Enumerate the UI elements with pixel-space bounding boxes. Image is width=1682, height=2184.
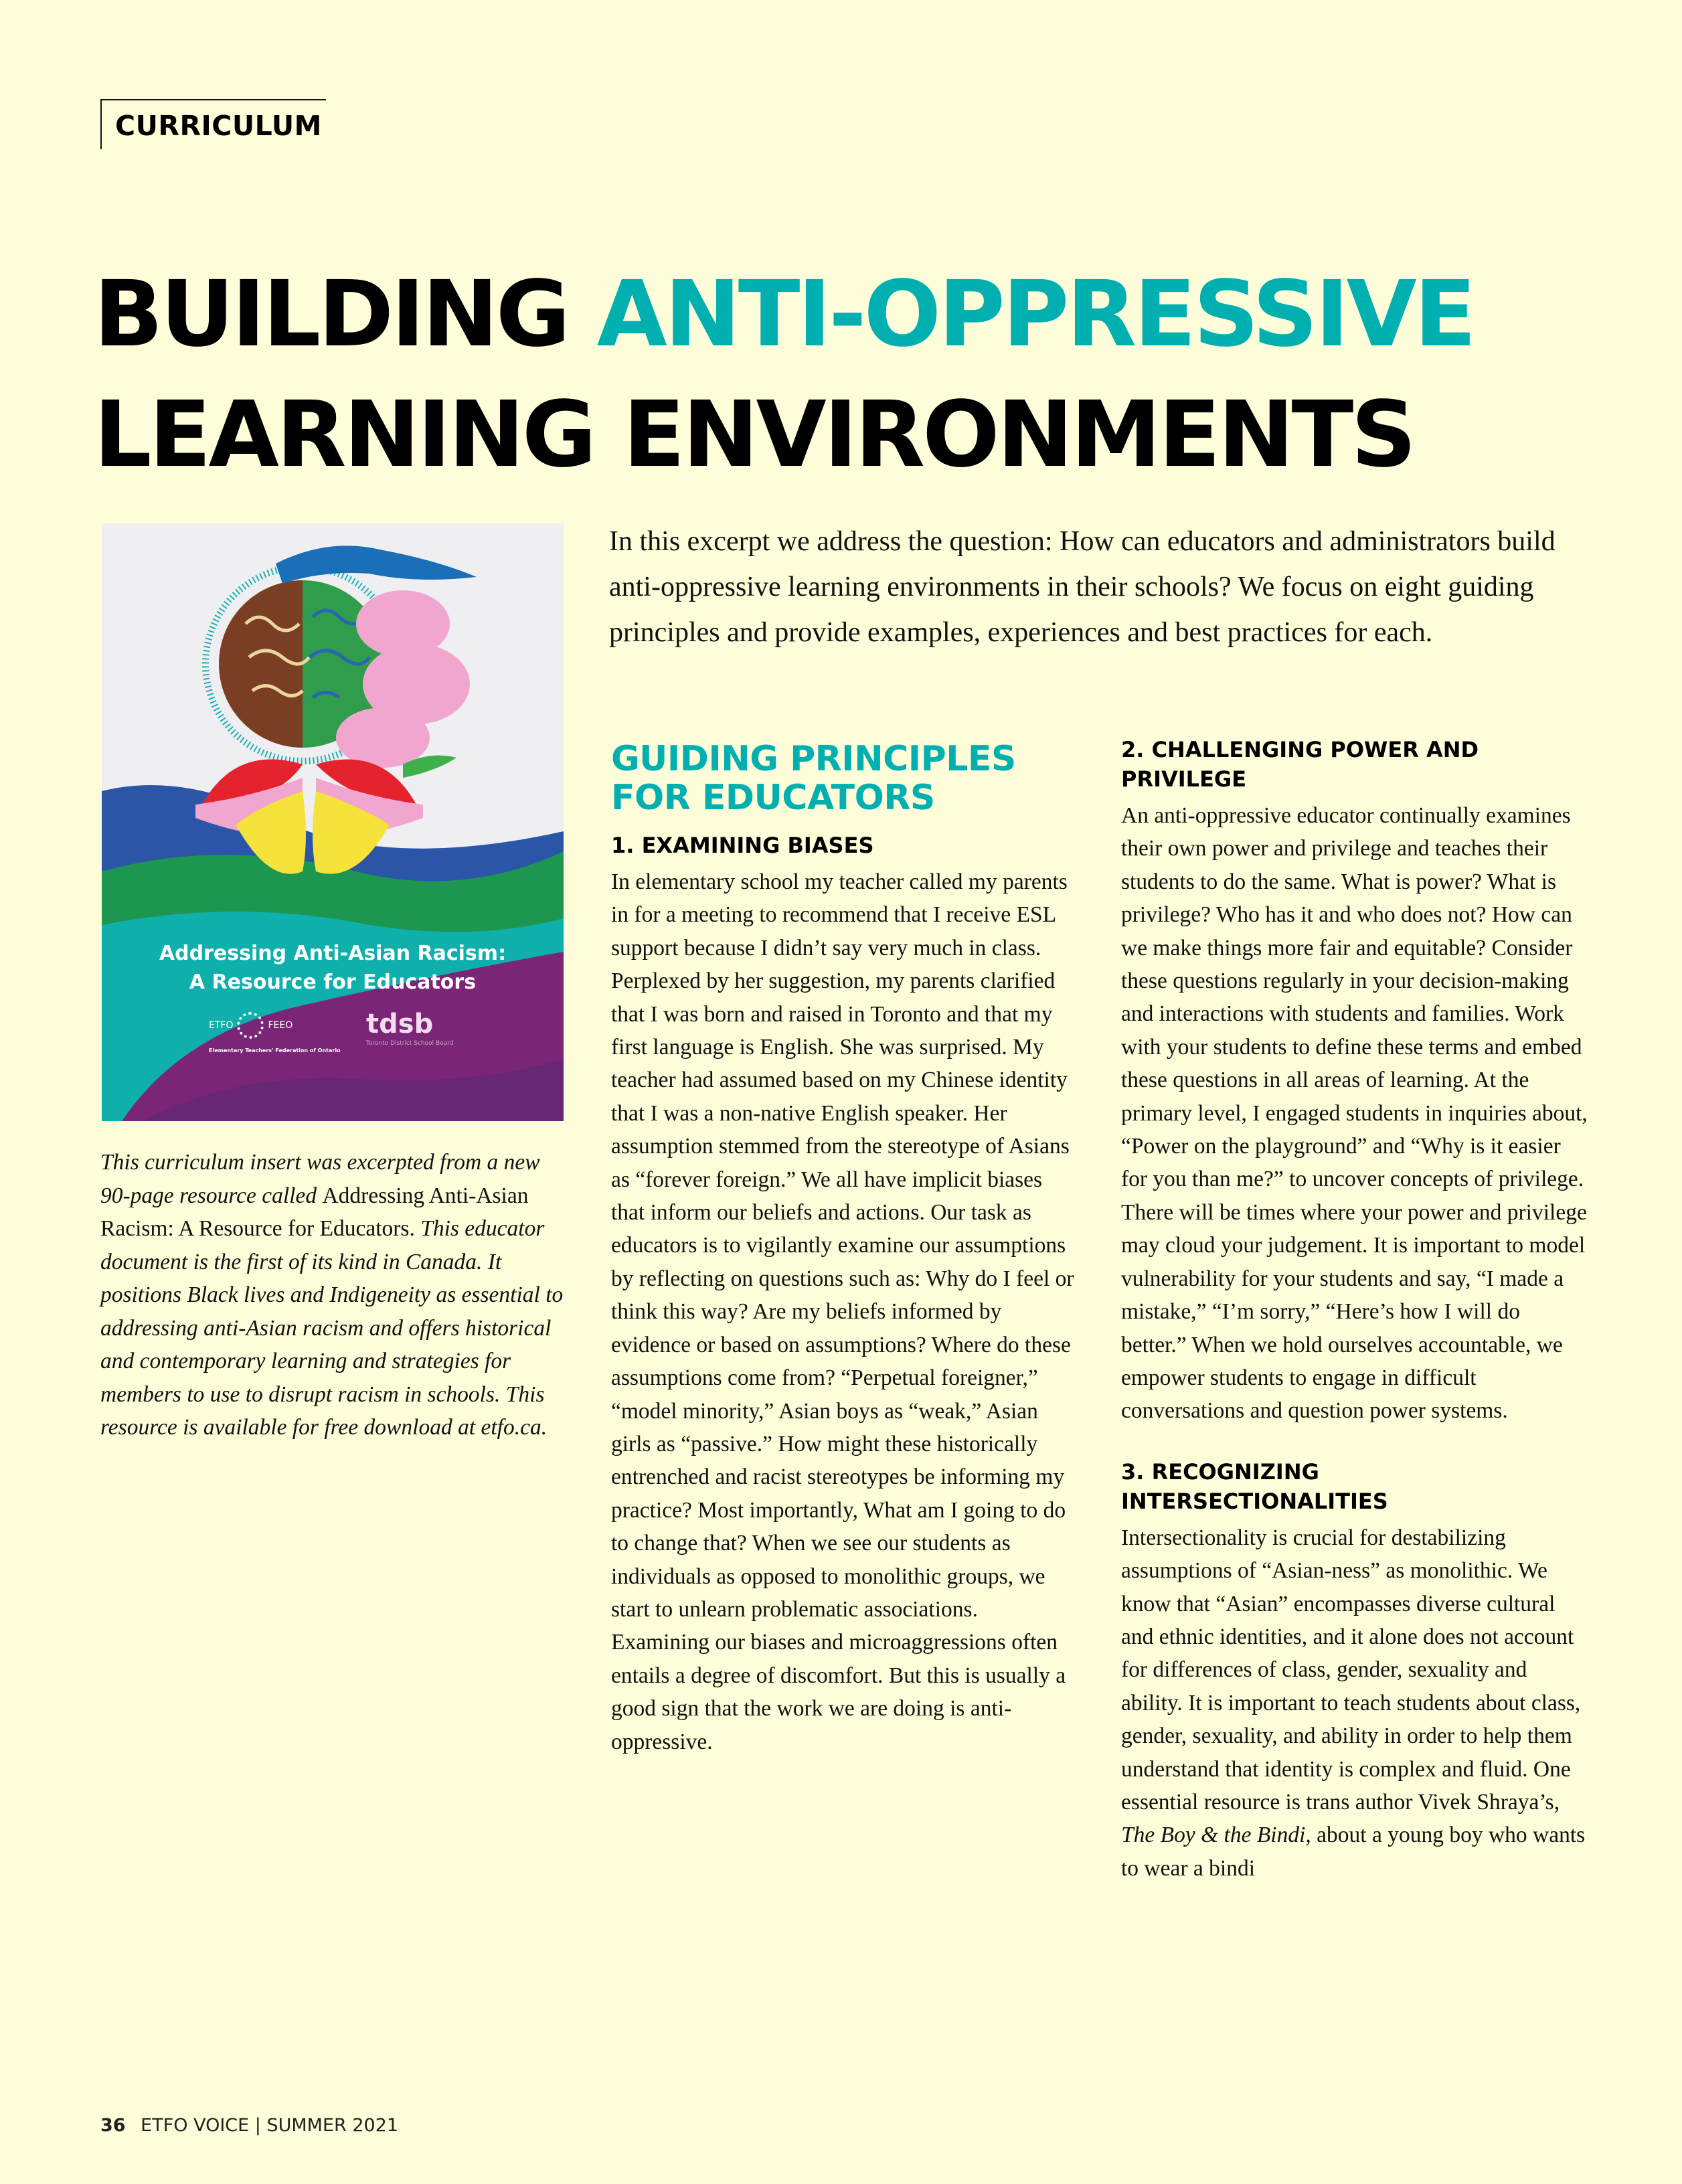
caption-part2: This educator document is the first of its kind in Canada. It positions Black lives and Indigeneity as essential to addressing anti-Asian racism and offers historical and contemporary learning and strategies for members to use to disrupt racism in schools. This resource is available for free download at etfo.ca. [100,1216,564,1440]
intersectionalities-text-after: about a young boy who wants to wear a bindi [1121,1823,1586,1881]
section-body-examining-biases: In elementary school my teacher called my parents in for a meeting to recommend that I receive ESL support because I didn’t say very much in class. Perplexed by her suggestion, my parents clarified that I was born and raised in Toronto and that my first language is English. She was surprised. My teacher had assumed based on my Chinese identity that I was a non-native English speaker. Her assumption stemmed from the stereotype of Asians as “forever foreign.” We all have implicit biases that inform our beliefs and actions. Our task as educators is to vigilantly examine our assumptions by reflecting on questions such as: Why do I feel or think this way? Are my beliefs informed by evidence or based on assumptions? Where do these assumptions come from? “Perpetual foreigner,” “model minority,” Asian boys as “weak,” Asian girls as “passive.” How might these historically entrenched and racist stereotypes be informing my practice? Most importantly, What am I going to do to change that? When we see our students as individuals as opposed to monolithic groups, we start to unlearn problematic associations. Examining our biases and microaggressions often entails a degree of discomfort. But this is usually a good sign that the work we are doing is anti-oppressive. [611,869,1074,1754]
etfo-wheel-icon [237,1012,264,1039]
guiding-principles-heading: GUIDING PRINCIPLES FOR EDUCATORS [611,739,1016,818]
intersectionalities-text-before: Intersectionality is crucial for destabilizing assumptions of “Asian-ness” as monolithic. We know that “Asian” encompasses diverse cultural and ethnic identities, and it alone does not account for differences of class, gender, sexuality and ability. It is important to teach students about class, gender, sexuality, and ability in order to help them understand that identity is complex and fluid. One essential resource is trans author Vivek Shraya’s, [1121,1525,1581,1815]
page-footer [100,2115,398,2136]
tdsb-logo: tdsb [366,1009,434,1039]
section-heading-intersectionalities: 3. RECOGNIZING INTERSECTIONALITIES [1121,1458,1388,1514]
book-title: The Boy & the Bindi, [1121,1823,1311,1848]
etfo-logo [209,1012,292,1039]
caption-resource-title: Addressing Anti-Asian Racism: A Resource for Educators. [100,1183,529,1241]
cover-title-line2: A Resource for Educators [189,971,477,994]
section-heading-power-privilege: 2. CHALLENGING POWER AND PRIVILEGE [1121,737,1479,792]
page-number: 36 [100,2115,126,2136]
article-column-1 [611,740,1080,1758]
cover-artwork-illustration [102,523,564,1121]
resource-cover-image [102,523,564,1121]
publication-name: ETFO VOICE | SUMMER 2021 [141,2115,399,2136]
tdsb-logo-caption: Toronto District School Board [366,1040,454,1047]
caption-part1: This curriculum insert was excerpted from a new 90-page resource called [100,1150,540,1208]
section-tag [100,99,326,149]
page-title [94,254,1647,495]
etfo-logo-right: FEEO [268,1020,293,1031]
section-heading-examining-biases: 1. EXAMINING BIASES [611,833,874,858]
title-line1-accent: ANTI-OPPRESSIVE [596,262,1474,367]
intro-paragraph: In this excerpt we address the question: How can educators and administrators build anti-oppressive learning environments in their schools? We focus on eight guiding principles and provide examples, experiences and best practices for each. [609,526,1555,648]
etfo-logo-left: ETFO [209,1020,234,1031]
title-line1-dark: BUILDING [94,262,568,367]
section-body-power-privilege: An anti-oppressive educator continually examines their own power and privilege and teaches their students to do the same. What is power? What is privilege? Who has it and who does not? How can we make things more fair and equitable? Consider these questions regularly in your decision-making and interactions with students and families. Work with your students to define these terms and embed these questions in all areas of learning. At the primary level, I engaged students in inquiries about, “Power on the playground” and “Why is it easier for you than me?” to uncover concepts of privilege. There will be times where your power and privilege may cloud your judgement. It is important to model vulnerability for your students and say, “I made a mistake,” “I’m sorry,” “Here’s how I will do better.” When we hold ourselves accountable, we empower students to engage in difficult conversations and question power systems. [1121,803,1588,1424]
cover-title-line1: Addressing Anti-Asian Racism: [159,942,507,965]
section-body-intersectionalities [1121,1521,1590,1885]
section-tag-label: CURRICULUM [115,110,322,142]
title-line2: LEARNING ENVIRONMENTS [94,382,1414,488]
etfo-logo-caption: Elementary Teachers' Federation of Ontario [209,1047,341,1054]
article-column-2 [1121,735,1590,1885]
cover-caption [100,1146,569,1444]
